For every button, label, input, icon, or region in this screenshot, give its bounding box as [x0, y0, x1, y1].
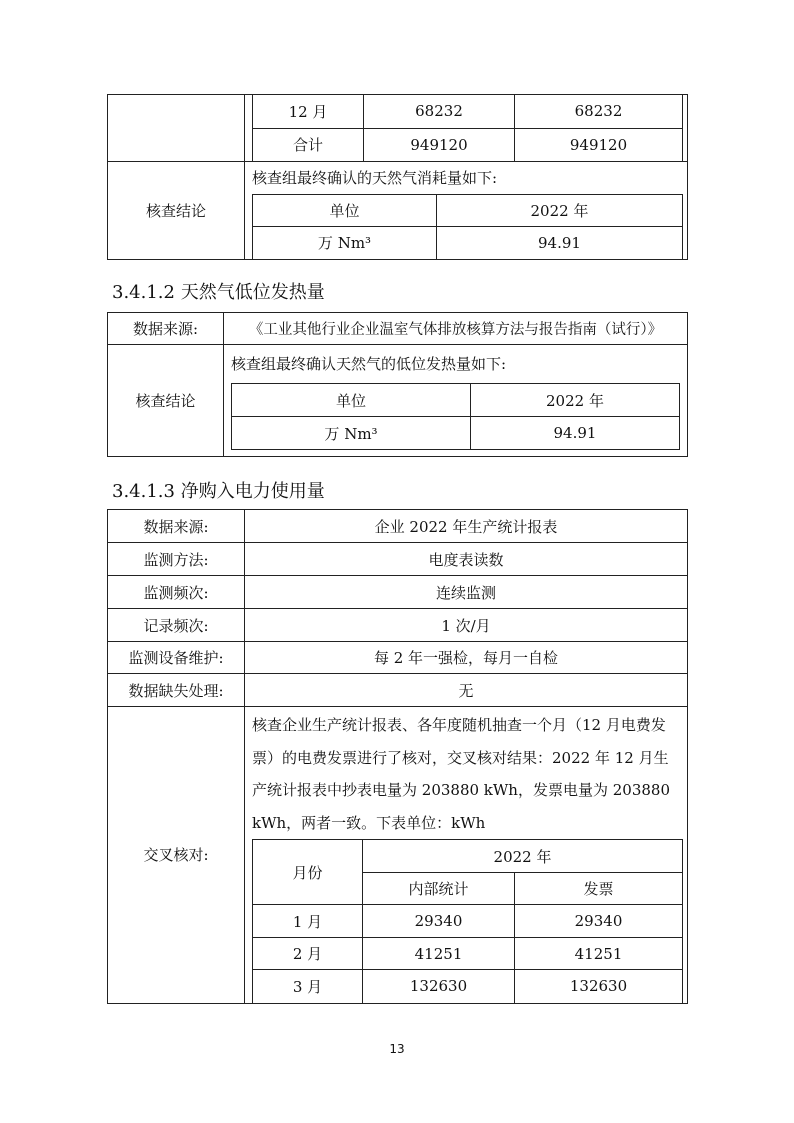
record-frequency-value: 1 次/月 — [245, 609, 688, 642]
conclusion-label: 核查结论 — [108, 162, 245, 260]
month-cell: 2 月 — [253, 938, 363, 970]
invoice-value: 41251 — [515, 938, 683, 970]
source-label: 数据来源: — [108, 313, 224, 345]
equipment-maintenance-value: 每 2 年一强检，每月一自检 — [245, 642, 688, 674]
monitoring-frequency-value: 连续监测 — [245, 576, 688, 609]
missing-data-label: 数据缺失处理: — [108, 674, 245, 707]
electricity-table — [107, 509, 688, 1004]
internal-total: 949120 — [364, 128, 515, 161]
heating-value-subtable — [231, 383, 680, 450]
unit-header: 单位 — [232, 384, 471, 417]
source-value: 《工业其他行业企业温室气体排放核算方法与报告指南（试行）》 — [224, 313, 688, 345]
conclusion-text: 核查组最终确认天然气的低位发热量如下: — [231, 355, 507, 373]
invoice-header: 发票 — [515, 873, 683, 905]
page-number: 13 — [389, 1042, 405, 1056]
year-header: 2022 年 — [437, 195, 683, 227]
cross-check-line: 票）的电费发票进行了核对，交叉核对结果：2022 年 12 月生 — [252, 748, 669, 767]
internal-value: 68232 — [364, 95, 515, 128]
year-header: 2022 年 — [471, 384, 680, 417]
unit-value: 万 Nm³ — [253, 227, 437, 259]
monitoring-method-value: 电度表读数 — [245, 543, 688, 576]
data-source-label: 数据来源: — [108, 510, 245, 543]
empty-cell — [108, 95, 245, 162]
internal-value: 29340 — [363, 905, 515, 938]
consumption-result-subtable — [252, 194, 683, 259]
month-cell: 12 月 — [253, 95, 364, 128]
total-label: 合计 — [253, 128, 364, 161]
cross-check-subtable — [252, 839, 683, 1003]
internal-stats-header: 内部统计 — [363, 873, 515, 905]
unit-header: 单位 — [253, 195, 437, 227]
cross-check-line: 核查企业生产统计报表、各年度随机抽查一个月（12 月电费发 — [252, 716, 666, 734]
consumption-value: 94.91 — [437, 227, 683, 259]
section-heading-heating-value: 3.4.1.2 天然气低位发热量 — [112, 282, 325, 303]
equipment-maintenance-label: 监测设备维护: — [108, 642, 245, 674]
month-cell: 1 月 — [253, 905, 363, 938]
conclusion-text: 核查组最终确认的天然气消耗量如下: — [252, 169, 498, 187]
internal-value: 41251 — [363, 938, 515, 970]
year-header: 2022 年 — [363, 840, 683, 873]
natural-gas-consumption-table — [107, 94, 688, 260]
cross-check-paragraph — [252, 707, 687, 839]
monitoring-frequency-label: 监测频次: — [108, 576, 245, 609]
monitoring-method-label: 监测方法: — [108, 543, 245, 576]
monthly-consumption-subtable — [252, 95, 683, 161]
invoice-value: 29340 — [515, 905, 683, 938]
invoice-total: 949120 — [515, 128, 683, 161]
cross-check-label: 交叉核对: — [108, 707, 245, 1004]
cross-check-line: 产统计报表中抄表电量为 203880 kWh，发票电量为 203880 — [252, 781, 670, 799]
invoice-value: 68232 — [515, 95, 683, 128]
month-header: 月份 — [253, 840, 363, 905]
conclusion-label: 核查结论 — [108, 345, 224, 457]
unit-value: 万 Nm³ — [232, 417, 471, 450]
internal-value: 132630 — [363, 970, 515, 1003]
missing-data-value: 无 — [245, 674, 688, 707]
data-source-value: 企业 2022 年生产统计报表 — [245, 510, 688, 543]
invoice-value: 132630 — [515, 970, 683, 1003]
month-cell: 3 月 — [253, 970, 363, 1003]
cross-check-line: kWh，两者一致。下表单位：kWh — [252, 813, 486, 832]
heating-value: 94.91 — [471, 417, 680, 450]
heating-value-table — [107, 312, 688, 457]
record-frequency-label: 记录频次: — [108, 609, 245, 642]
section-heading-electricity: 3.4.1.3 净购入电力使用量 — [112, 481, 325, 502]
